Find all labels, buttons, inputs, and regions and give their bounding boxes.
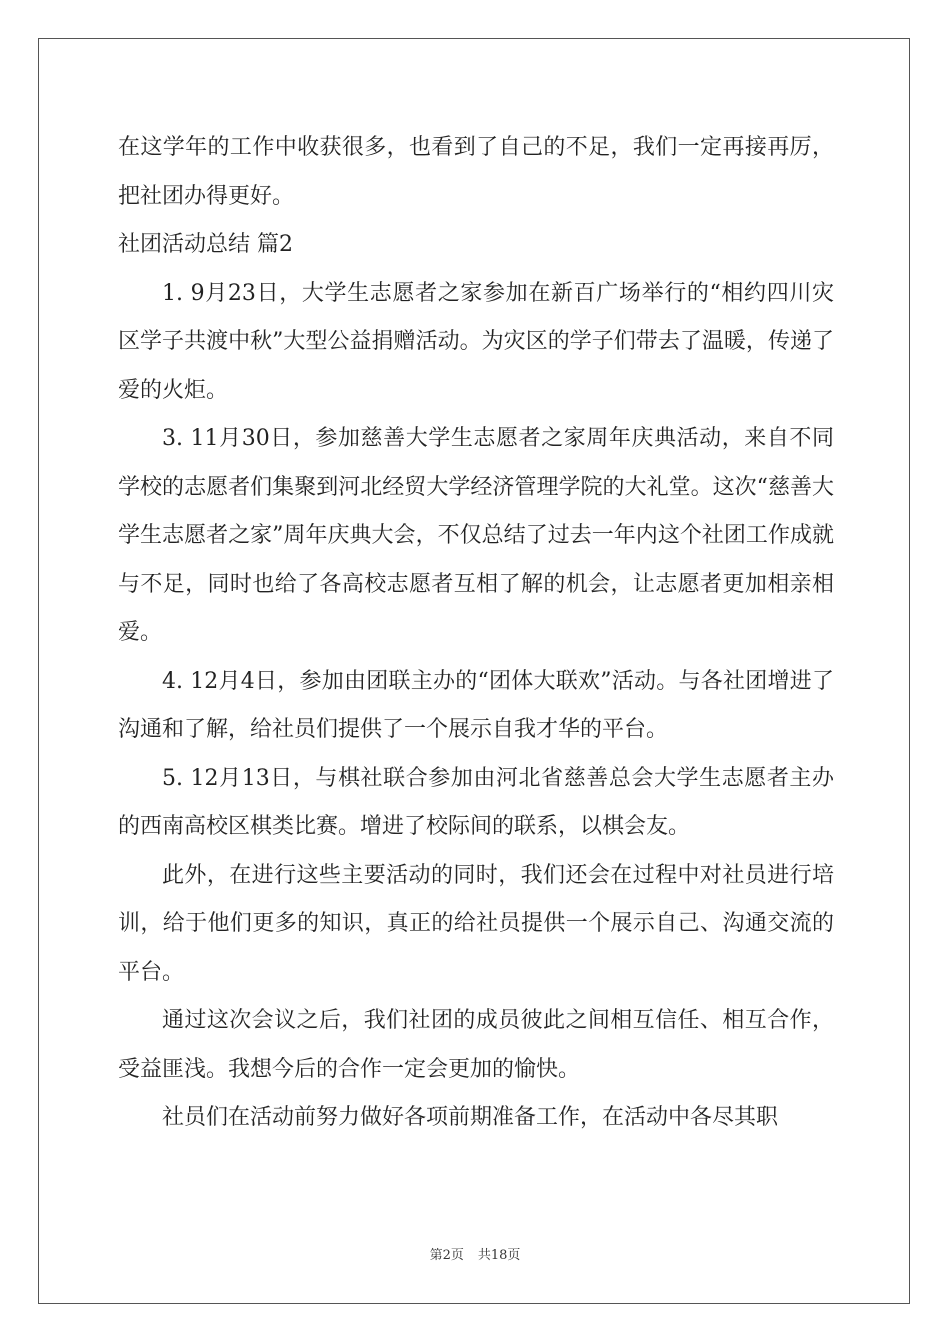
paragraph-6: 此外，在进行这些主要活动的同时，我们还会在过程中对社员进行培训，给于他们更多的知识，真正的给社员提供一个展示自己、沟通交流的平台。	[118, 862, 834, 985]
paragraph-5: 5. 12月13日，与棋社联合参加由河北省慈善总会大学生志愿者主办的西南高校区棋类比赛。增进了校际间的联系，以棋会友。	[118, 765, 834, 839]
page-footer	[0, 1244, 950, 1263]
page-number: 第2页	[429, 1248, 464, 1263]
paragraph-2: 1. 9月23日，大学生志愿者之家参加在新百广场举行的“相约四川灾区学子共渡中秋”大型公益捐赠活动。为灾区的学子们带去了温暖，传递了爱的火炬。	[118, 280, 834, 403]
paragraph-7: 通过这次会议之后，我们社团的成员彼此之间相互信任、相互合作，受益匪浅。我想今后的合作一定会更加的愉快。	[118, 1008, 834, 1082]
paragraph-4: 4. 12月4日，参加由团联主办的“团体大联欢”活动。与各社团增进了沟通和了解，给社员们提供了一个展示自我才华的平台。	[118, 668, 834, 742]
document-body	[118, 124, 834, 1143]
section-heading: 社团活动总结 篇2	[118, 232, 293, 257]
paragraph-8: 社员们在活动前努力做好各项前期准备工作，在活动中各尽其职	[162, 1105, 779, 1130]
page-total: 共18页	[477, 1248, 521, 1263]
paragraph-1: 在这学年的工作中收获很多，也看到了自己的不足，我们一定再接再厉，把社团办得更好。	[118, 135, 834, 209]
paragraph-3: 3. 11月30日，参加慈善大学生志愿者之家周年庆典活动，来自不同学校的志愿者们集聚到河北经贸大学经济管理学院的大礼堂。这次“慈善大学生志愿者之家”周年庆典大会，不仅总结了过去一年内这个社团工作成就与不足，同时也给了各高校志愿者互相了解的机会，让志愿者更加相亲相爱。	[118, 426, 834, 645]
